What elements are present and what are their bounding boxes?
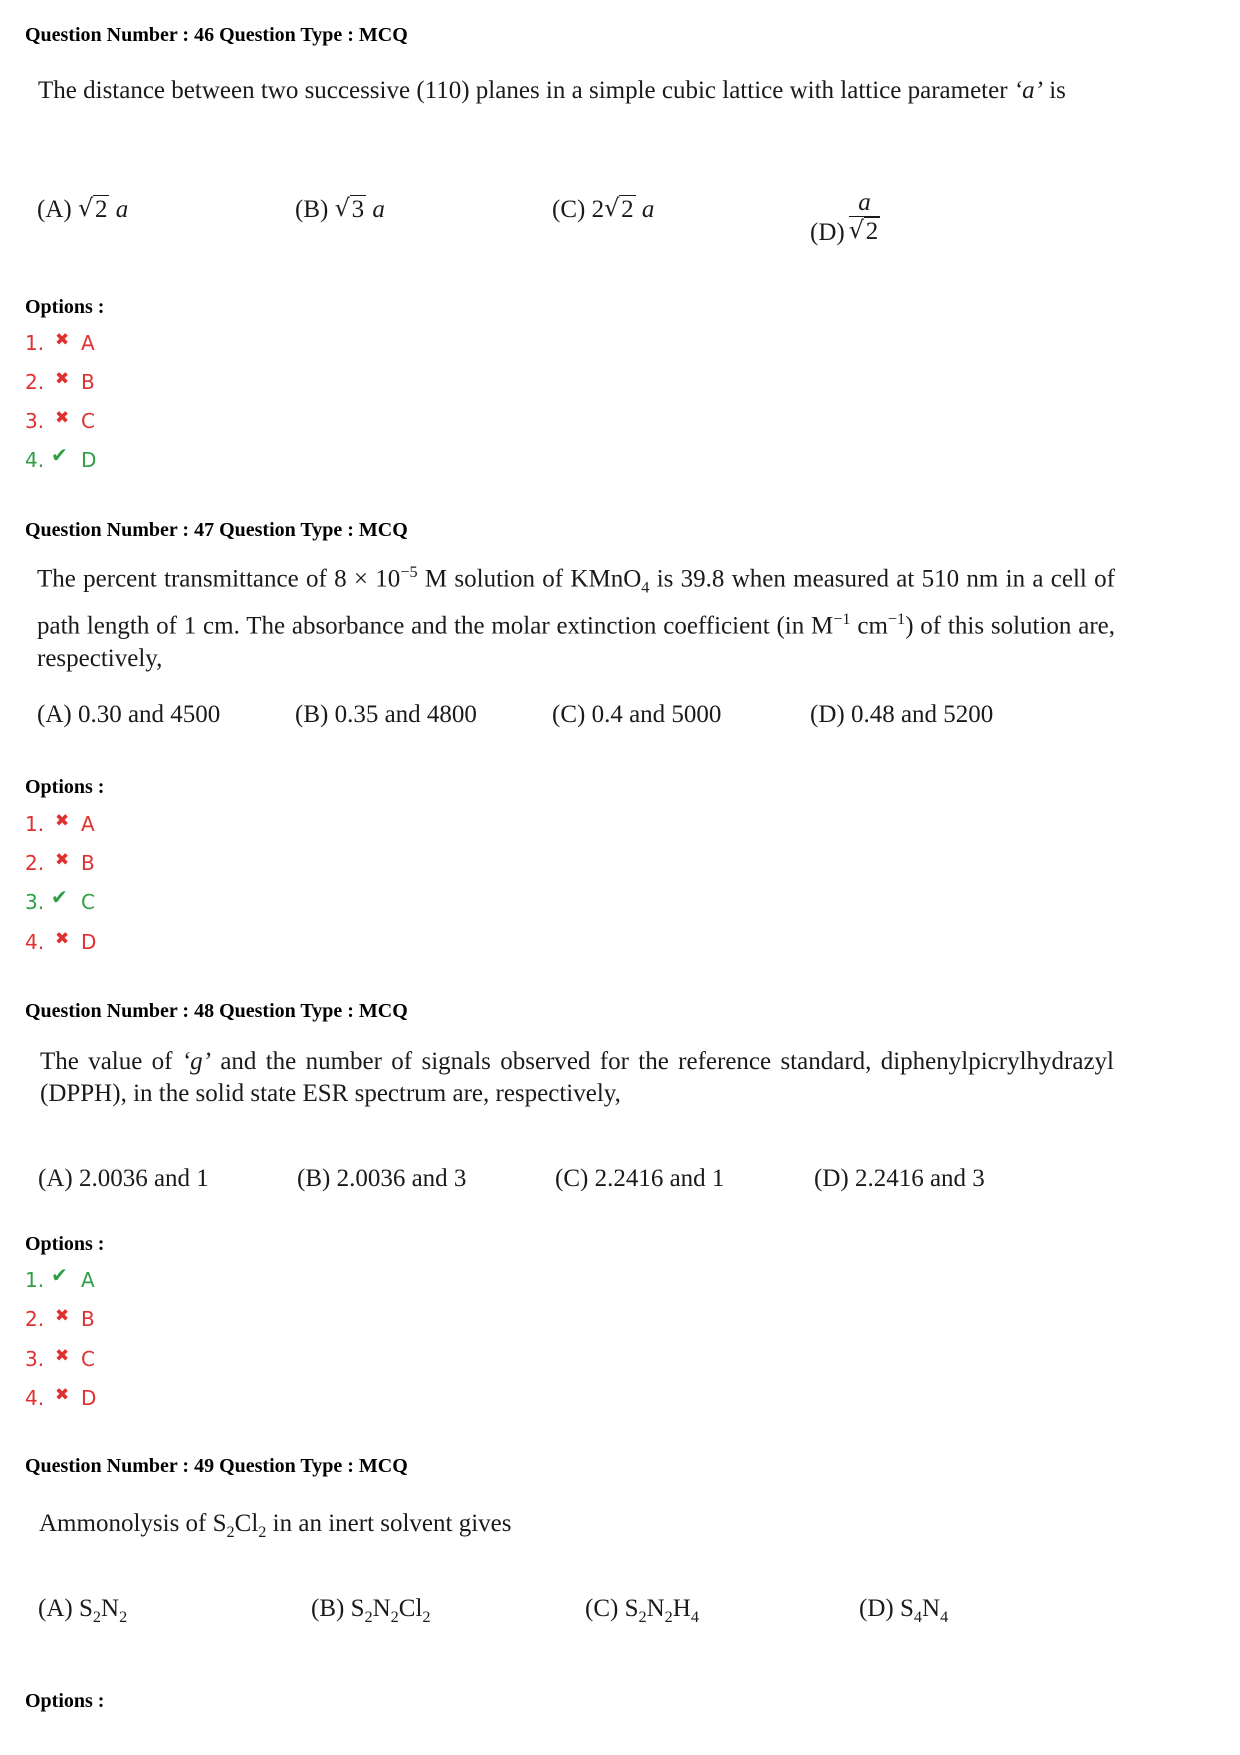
question-47-choice-c: (C) 0.4 and 5000 [552, 701, 722, 728]
question-48-option-3: 3. ✖ C [25, 1346, 95, 1372]
question-48-choice-b: (B) 2.0036 and 3 [297, 1165, 467, 1192]
correct-check-icon: ✔ [51, 885, 68, 909]
wrong-cross-icon: ✖ [55, 1346, 70, 1366]
question-48-option-1: 1. ✔ A [25, 1263, 95, 1292]
question-48-text: The value of ‘g’ and the number of signals observed for the reference standard, diphenylpicrylhydrazyl (DPPH), in the solid state ESR spectrum are, respectively, [40, 1048, 1114, 1107]
sqrt-symbol: √ 2 [604, 194, 634, 223]
question-48-header: Question Number : 48 Question Type : MCQ [25, 1000, 408, 1022]
question-46-option-2: 2. ✖ B [25, 369, 95, 395]
question-48-choice-c: (C) 2.2416 and 1 [555, 1165, 725, 1192]
question-46-header: Question Number : 46 Question Type : MCQ [25, 24, 408, 46]
question-49-options-label: Options : [25, 1690, 105, 1712]
question-47-option-1: 1. ✖ A [25, 811, 95, 837]
wrong-cross-icon: ✖ [55, 850, 70, 870]
wrong-cross-icon: ✖ [55, 811, 70, 831]
question-46-choice-a: (A) √ 2 a [37, 194, 129, 223]
wrong-cross-icon: ✖ [55, 929, 70, 949]
question-46-option-1: 1. ✖ A [25, 330, 95, 356]
question-49-choice-b: (B) $S_2N_2Cl_2$ [311, 1595, 431, 1626]
question-48-choice-d: (D) 2.2416 and 3 [814, 1165, 985, 1192]
wrong-cross-icon: ✖ [55, 408, 70, 428]
question-47-choice-d: (D) 0.48 and 5200 [810, 701, 994, 728]
wrong-cross-icon: ✖ [55, 1385, 70, 1405]
question-47-header: Question Number : 47 Question Type : MCQ [25, 519, 408, 541]
question-47-choice-b: (B) 0.35 and 4800 [295, 701, 477, 728]
wrong-cross-icon: ✖ [55, 330, 70, 350]
correct-check-icon: ✔ [51, 443, 68, 467]
wrong-cross-icon: ✖ [55, 369, 70, 389]
question-49-choice-a: (A) $S_2N_2$ [38, 1595, 128, 1626]
correct-check-icon: ✔ [51, 1263, 68, 1287]
question-46-choice-c: (C) 2 √ 2 a [552, 194, 655, 223]
question-46-option-4: 4. ✔ D [25, 443, 97, 472]
wrong-cross-icon: ✖ [55, 1306, 70, 1326]
question-47-option-3: 3. ✔ C [25, 885, 95, 914]
question-46-choice-b: (B) √ 3 a [295, 194, 385, 223]
question-46-options-label: Options : [25, 296, 105, 318]
question-48-options-label: Options : [25, 1233, 105, 1255]
question-49-text: Ammonolysis of $S_2Cl_2$ in an inert solvent gives [39, 1510, 512, 1541]
question-46-option-3: 3. ✖ C [25, 408, 95, 434]
sqrt-symbol: √ 3 [334, 194, 365, 223]
question-47-option-4: 4. ✖ D [25, 929, 96, 955]
fraction: a √ 2 [848, 189, 879, 245]
question-49-choice-d: (D) $S_4N_4$ [859, 1595, 949, 1626]
question-47-options-label: Options : [25, 776, 105, 798]
question-48-option-2: 2. ✖ B [25, 1306, 95, 1332]
question-49-header: Question Number : 49 Question Type : MCQ [25, 1455, 408, 1477]
question-47-text: The percent transmittance of $8 \times 10^{-5}$ M solution of KMnO$_4$ is 39.8 when measured at 510 nm in a cell of path length of 1 cm. The absorbance and the molar extinction coefficient (in $M^{-1}$ $cm^{-1}$) of this solution are, respectively, [37, 563, 1115, 672]
question-46-text: The distance between two successive (110) planes in a simple cubic lattice with lattice parameter ‘a’ is [38, 77, 1066, 104]
question-47-option-2: 2. ✖ B [25, 850, 95, 876]
question-48-option-4: 4. ✖ D [25, 1385, 96, 1411]
sqrt-symbol: √ 2 [77, 194, 108, 223]
question-47-choice-a: (A) 0.30 and 4500 [37, 701, 221, 728]
question-48-choice-a: (A) 2.0036 and 1 [38, 1165, 209, 1192]
question-46-choice-d: (D) a √ 2 [810, 189, 879, 247]
question-49-choice-c: (C) $S_2N_2H_4$ [585, 1595, 699, 1626]
